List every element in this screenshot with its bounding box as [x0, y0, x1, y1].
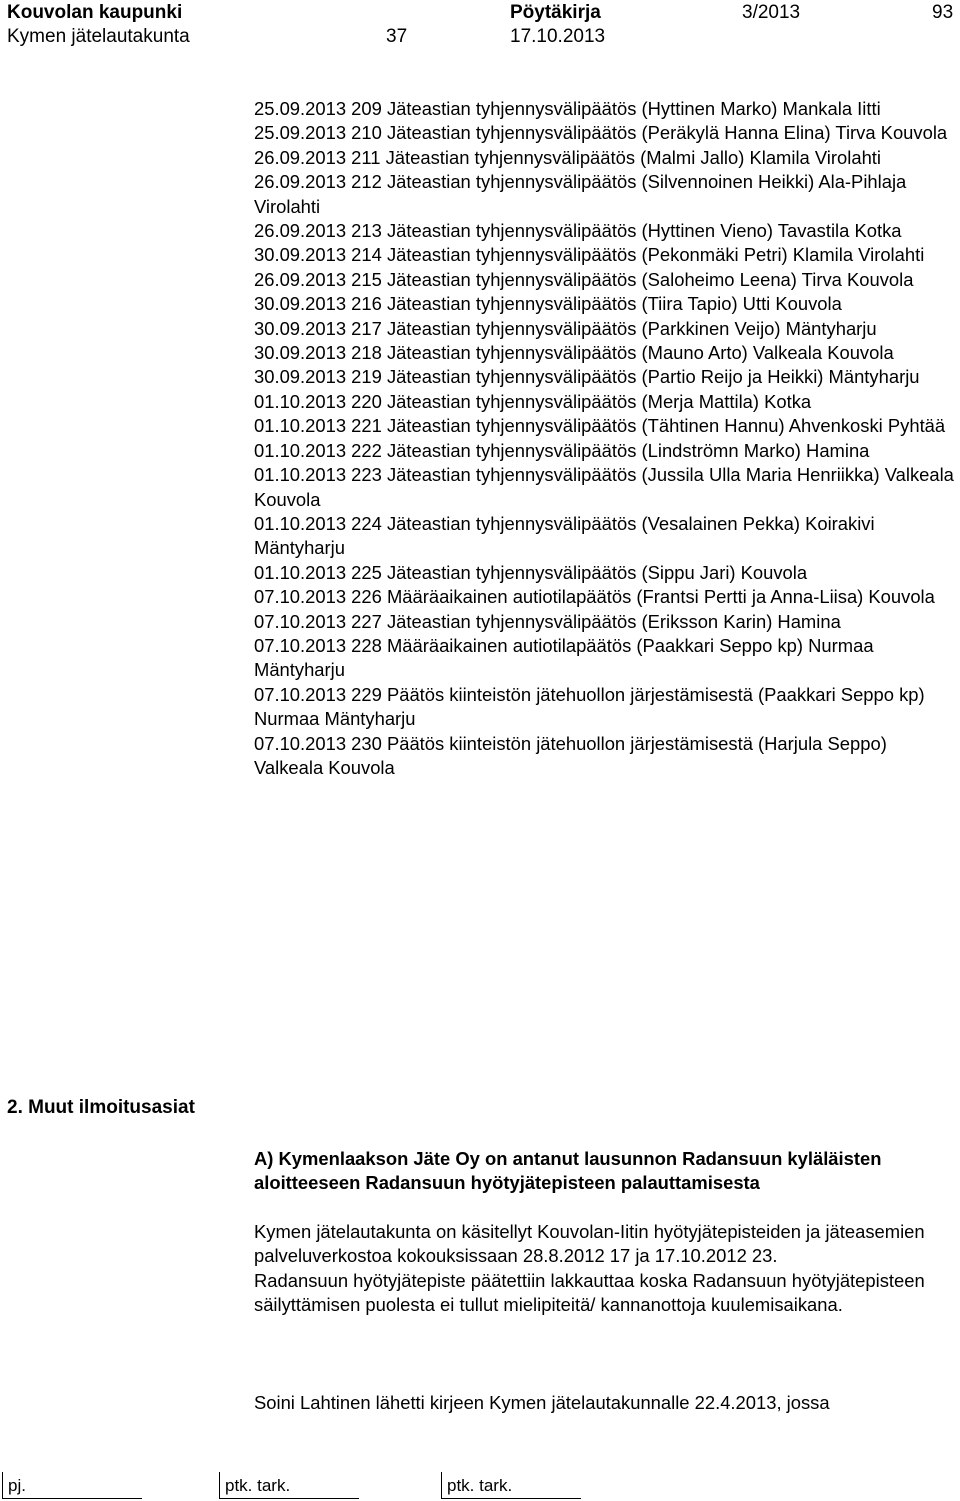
decision-entry: 26.09.2013 215 Jäteastian tyhjennysvälipäätös (Saloheimo Leena) Tirva Kouvola [254, 268, 914, 290]
signature-divider [219, 1472, 220, 1499]
signature-line-reviewer-2 [441, 1498, 581, 1499]
paragraph-2: Radansuun hyötyjätepiste päätettiin lakkauttaa koska Radansuun hyötyjätepisteen säilyttämisen puolesta ei tullut mielipiteitä/ kannanottoja kuulemisaikana. [254, 1269, 925, 1316]
paragraph-3: Soini Lahtinen lähetti kirjeen Kymen jätelautakunnalle 22.4.2013, jossa [254, 1392, 830, 1413]
section-a-tail [254, 1391, 954, 1415]
section-a-body [254, 1220, 954, 1318]
decision-entry: 07.10.2013 227 Jäteastian tyhjennysvälipäätös (Eriksson Karin) Hamina [254, 610, 841, 632]
decision-entry: 26.09.2013 213 Jäteastian tyhjennysvälipäätös (Hyttinen Vieno) Tavastila Kotka [254, 220, 902, 242]
decision-entry: 30.09.2013 214 Jäteastian tyhjennysvälipäätös (Pekonmäki Petri) Klamila Virolahti [254, 244, 925, 266]
decision-entry: 26.09.2013 212 Jäteastian tyhjennysvälipäätös (Silvennoinen Heikki) Ala-Pihlaja Virolahti [254, 171, 907, 217]
organization-name: Kouvolan kaupunki [7, 2, 183, 23]
decision-entry: 07.10.2013 229 Päätös kiinteistön jätehuollon järjestämisestä (Paakkari Seppo kp) Nurmaa Mäntyharju [254, 683, 925, 730]
decision-entry: 01.10.2013 223 Jäteastian tyhjennysvälipäätös (Jussila Ulla Maria Henriikka) Valkeala Kouvola [254, 464, 954, 510]
decision-entry: 01.10.2013 224 Jäteastian tyhjennysvälipäätös (Vesalainen Pekka) Koirakivi Mäntyharju [254, 512, 875, 559]
decision-list [254, 97, 954, 780]
decision-entry: 30.09.2013 218 Jäteastian tyhjennysvälipäätös (Mauno Arto) Valkeala Kouvola [254, 342, 894, 364]
signature-label-chair: pj. [8, 1476, 26, 1495]
decision-entry: 07.10.2013 230 Päätös kiinteistön jätehuollon järjestämisestä (Harjula Seppo) Valkeala Kouvola [254, 732, 887, 778]
page-number: 93 [932, 2, 954, 23]
decision-entry: 30.09.2013 217 Jäteastian tyhjennysvälipäätös (Parkkinen Veijo) Mäntyharju [254, 317, 877, 339]
decision-entry: 25.09.2013 210 Jäteastian tyhjennysvälipäätös (Peräkylä Hanna Elina) Tirva Kouvola [254, 122, 948, 144]
decision-entry: 01.10.2013 220 Jäteastian tyhjennysvälipäätös (Merja Mattila) Kotka [254, 390, 812, 412]
decision-entry: 26.09.2013 211 Jäteastian tyhjennysvälipäätös (Malmi Jallo) Klamila Virolahti [254, 146, 881, 168]
signature-label-reviewer-2: ptk. tark. [447, 1476, 513, 1495]
meeting-date: 17.10.2013 [510, 26, 606, 47]
signature-label-reviewer-1: ptk. tark. [225, 1476, 291, 1495]
decision-entry: 30.09.2013 216 Jäteastian tyhjennysvälipäätös (Tiira Tapio) Utti Kouvola [254, 293, 842, 315]
decision-entry: 01.10.2013 221 Jäteastian tyhjennysvälipäätös (Tähtinen Hannu) Ahvenkoski Pyhtää [254, 415, 946, 437]
decision-entry: 01.10.2013 225 Jäteastian tyhjennysvälipäätös (Sippu Jari) Kouvola [254, 561, 808, 583]
paragraph-1: Kymen jätelautakunta on käsitellyt Kouvolan-Iitin hyötyjätepisteiden ja jäteasemien palveluverkostoa kokouksissaan 28.8.2012 17 ja 17.10.2012 23. [254, 1221, 925, 1267]
section-a-heading: A) Kymenlaakson Jäte Oy on antanut lausunnon Radansuun kyläläisten aloitteeseen Radansuun hyötyjätepisteen palauttamisesta [254, 1148, 882, 1194]
decision-entry: 01.10.2013 222 Jäteastian tyhjennysvälipäätös (Lindströmn Marko) Hamina [254, 439, 870, 461]
decision-entry: 07.10.2013 226 Määräaikainen autiotilapäätös (Frantsi Pertti ja Anna-Liisa) Kouvola [254, 586, 935, 608]
signature-divider [2, 1472, 3, 1499]
decision-entry: 25.09.2013 209 Jäteastian tyhjennysvälipäätös (Hyttinen Marko) Mankala Iitti [254, 98, 881, 119]
side-heading: 2. Muut ilmoitusasiat [7, 1097, 195, 1118]
section-number: 37 [386, 26, 408, 47]
signature-line-reviewer-1 [219, 1498, 359, 1499]
document-type: Pöytäkirja [510, 2, 601, 23]
decision-entry: 30.09.2013 219 Jäteastian tyhjennysvälipäätös (Partio Reijo ja Heikki) Mäntyharju [254, 366, 920, 388]
decision-entry: 07.10.2013 228 Määräaikainen autiotilapäätös (Paakkari Seppo kp) Nurmaa Mäntyharju [254, 634, 874, 681]
committee-name: Kymen jätelautakunta [7, 26, 190, 47]
signature-divider [441, 1472, 442, 1499]
signature-line-chair [2, 1498, 142, 1499]
section-a-heading-block [254, 1147, 954, 1196]
issue-number: 3/2013 [742, 2, 801, 23]
